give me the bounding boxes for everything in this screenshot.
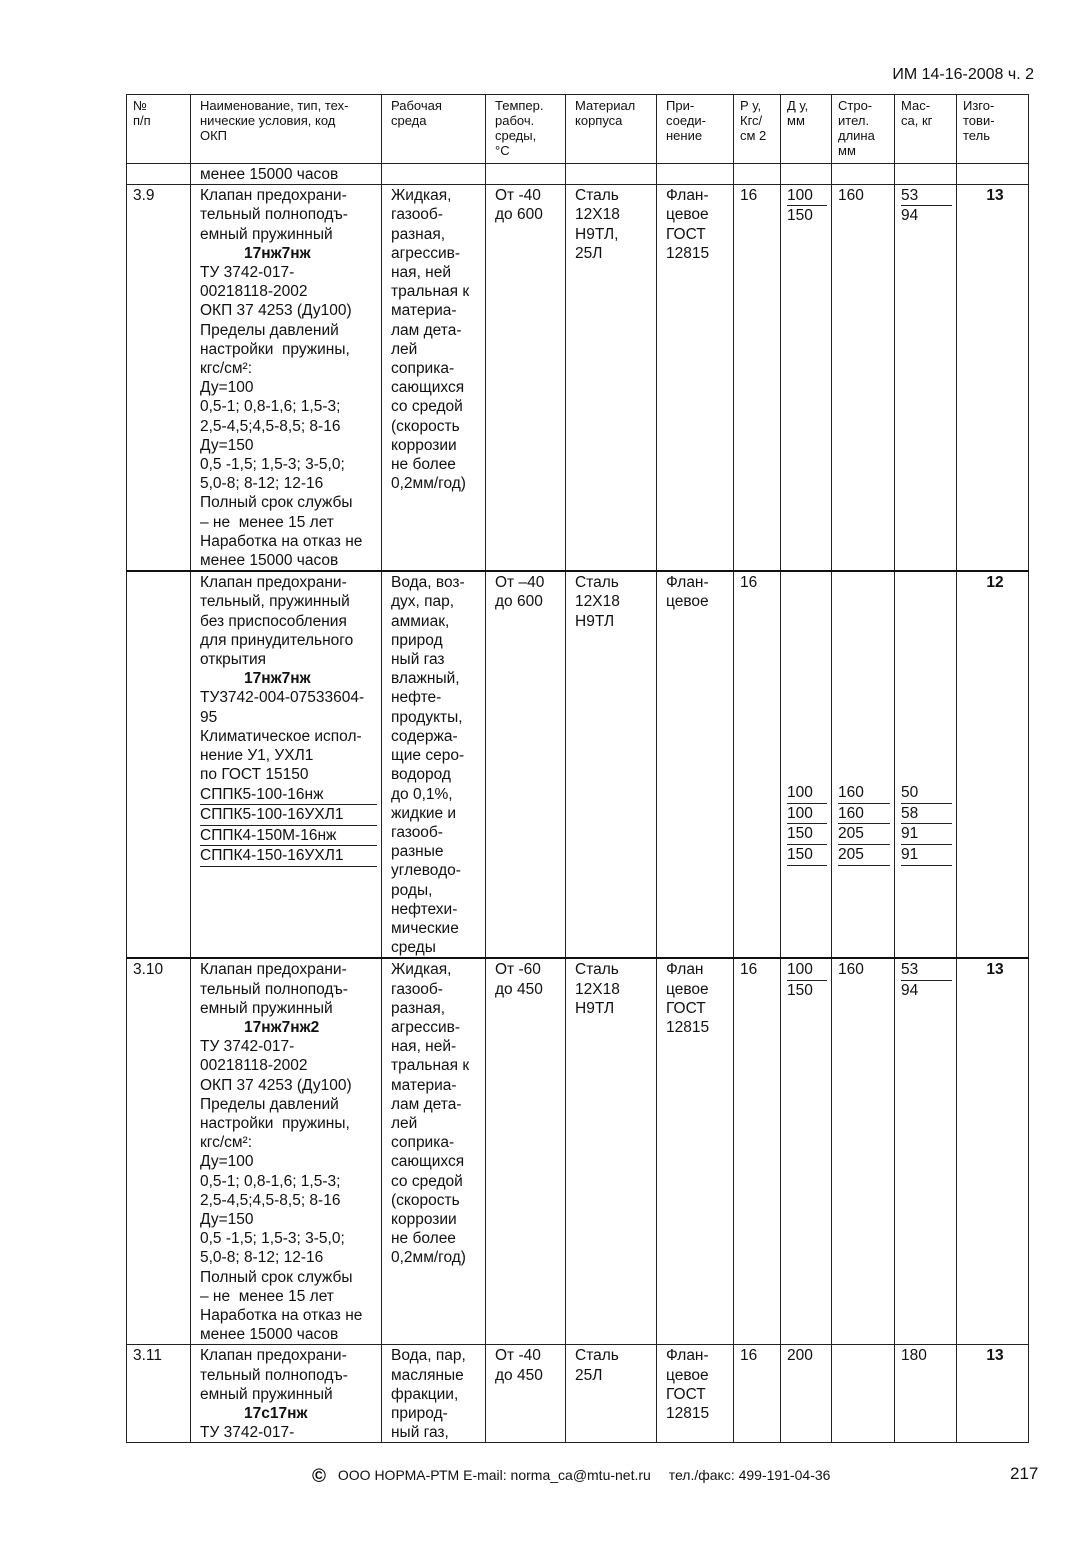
cell-line: 12Х18: [575, 980, 620, 998]
model-code: 17нж7нж: [244, 244, 311, 262]
cell-line: Ду=100: [200, 379, 254, 397]
header-length: [832, 95, 895, 164]
cell-line: 5,0-8; 8-12; 12-16: [200, 1249, 324, 1267]
cell-line: мические: [391, 919, 459, 937]
cell-line: Флан-: [666, 1347, 709, 1365]
carry-over-row: [127, 164, 1029, 185]
header-temperature: [486, 95, 566, 164]
row-maker: 12: [957, 571, 1029, 958]
cell-line: ТУ 3742-017-: [200, 1038, 295, 1056]
cell-line: 100: [787, 783, 827, 804]
cell-line: до 450: [495, 980, 543, 998]
row-number: 3.11: [127, 1345, 191, 1443]
cell-line: са, кг: [901, 113, 933, 128]
table-row-3-9b: [127, 571, 1029, 958]
cell-line: ный газ: [391, 651, 445, 669]
row-temperature: [486, 1345, 566, 1443]
cell-line: тральная к: [391, 283, 470, 301]
row-medium: [382, 958, 486, 1345]
row-temperature: [486, 571, 566, 958]
valve-spec-table: [126, 94, 1029, 1443]
cell-line: Клапан предохрани-: [200, 574, 347, 592]
cell-line: Пределы давлений: [200, 1095, 339, 1113]
cell-line: 95: [200, 708, 218, 726]
table-row-3-9: [127, 185, 1029, 572]
row-dn: [781, 185, 832, 572]
row-mass: [895, 958, 957, 1345]
cell-line: 180: [901, 1347, 927, 1365]
cell-line: нические условия, код: [200, 113, 336, 128]
cell-line: цевое: [666, 1366, 709, 1384]
cell-line: углеводо-: [391, 862, 461, 880]
cell-line: соприка-: [391, 1134, 455, 1152]
cell-line: агрессив-: [391, 244, 461, 262]
cell-line: Полный срок службы: [200, 1268, 353, 1286]
cell-line: разная,: [391, 225, 446, 243]
row-number: 3.9: [127, 185, 191, 572]
cell-line: При-: [666, 98, 695, 113]
cell-line: Полный срок службы: [200, 494, 353, 512]
cell-line: Материал: [575, 98, 636, 113]
footer-company: ООО НОРМА-РТМ: [337, 1467, 460, 1483]
cell-line: От –40: [495, 574, 545, 592]
cell-line: корпуса: [575, 113, 623, 128]
cell-line: ный газ,: [391, 1424, 449, 1442]
cell-line: среды: [391, 939, 436, 957]
row-length: [832, 185, 895, 572]
cell-line: 00218118-2002: [200, 1057, 308, 1075]
cell-line: среды,: [495, 128, 537, 143]
header-connection: [657, 95, 734, 164]
cell-line: длина: [838, 128, 875, 143]
row-length: [832, 958, 895, 1345]
row-temperature: [486, 958, 566, 1345]
cell-line: емный пружинный: [200, 225, 333, 243]
row-number: 3.10: [127, 958, 191, 1345]
cell-line: 200: [787, 1347, 813, 1365]
cell-line: ГОСТ: [666, 1385, 706, 1403]
cell-line: мм: [838, 143, 856, 158]
cell-line: Сталь: [575, 961, 619, 979]
cell-line: Жидкая,: [391, 187, 452, 205]
cell-line: 5,0-8; 8-12; 12-16: [200, 475, 324, 493]
cell-line: Климатическое испол-: [200, 727, 362, 745]
cell-line: 58: [901, 804, 952, 825]
cell-line: щие серо-: [391, 747, 465, 765]
row-temperature: [486, 185, 566, 572]
cell-line: цевое: [666, 593, 709, 611]
cell-line: Клапан предохрани-: [200, 961, 347, 979]
cell-line: настройки пружины,: [200, 1114, 350, 1132]
cell-line: 150: [787, 845, 827, 866]
cell-line: 2,5-4,5;4,5-8,5; 8-16: [200, 417, 341, 435]
cell-line: Сталь: [575, 187, 619, 205]
cell-line: 12815: [666, 1405, 710, 1422]
cell-line: 150: [787, 824, 827, 845]
table-row-3-11: [127, 1345, 1029, 1443]
row-length: [832, 1345, 895, 1443]
cell-line: нение У1, УХЛ1: [200, 747, 314, 765]
row-medium: [382, 1345, 486, 1443]
cell-line: без приспособления: [200, 612, 347, 630]
cell-line: цевое: [666, 206, 709, 224]
cell-line: ОКП 37 4253 (Ду100): [200, 302, 352, 320]
cell-line: 160: [838, 783, 890, 804]
cell-line: тельный полноподъ-: [200, 206, 348, 224]
row-maker: 13: [957, 1345, 1029, 1443]
cell-line: 91: [901, 845, 952, 866]
cell-line: материа-: [391, 302, 457, 320]
row-name: [191, 1345, 382, 1443]
cell-line: содержа-: [391, 727, 458, 745]
cell-line: тови-: [963, 113, 995, 128]
cell-line: аммиак,: [391, 612, 450, 630]
cell-line: 0,2мм/год): [391, 1249, 466, 1267]
cell-line: Мас-: [901, 98, 931, 113]
cell-line: среда: [391, 113, 427, 128]
row-name: [191, 185, 382, 572]
cell-line: до 600: [495, 593, 543, 611]
cell-line: 12Х18: [575, 206, 620, 224]
document-code: ИМ 14-16-2008 ч. 2: [892, 66, 1034, 83]
cell-line: 94: [901, 981, 919, 999]
cell-line: ТУ 3742-017-: [200, 1424, 295, 1442]
header-medium: [382, 95, 486, 164]
header-number: [127, 95, 191, 164]
cell-line: От -40: [495, 187, 541, 205]
page-number: 217: [1010, 1464, 1039, 1483]
cell-line: разная,: [391, 999, 446, 1017]
model-code: 17с17нж: [244, 1405, 308, 1422]
cell-line: влажный,: [391, 670, 460, 688]
cell-line: тельный полноподъ-: [200, 1366, 348, 1384]
cell-line: 12815: [666, 1018, 710, 1036]
row-pressure: 16: [734, 185, 781, 572]
cell-line: ТУ3742-004-07533604-: [200, 689, 365, 707]
cell-line: роды,: [391, 881, 433, 899]
cell-line: Стро-: [838, 98, 873, 113]
cell-line: со средой: [391, 398, 463, 416]
cell-line: 12815: [666, 244, 710, 262]
cell-line: Флан-: [666, 574, 709, 592]
cell-line: масляные: [391, 1366, 464, 1384]
cell-line: газооб-: [391, 206, 443, 224]
row-material: [566, 958, 657, 1345]
cell-line: соеди-: [666, 113, 706, 128]
cell-line: тельный, пружинный: [200, 593, 350, 611]
header-pressure: [734, 95, 781, 164]
cell-line: 160: [838, 804, 890, 825]
cell-line: 53: [901, 186, 952, 206]
cell-line: Рабочая: [391, 98, 442, 113]
row-material: [566, 571, 657, 958]
row-pressure: 16: [734, 1345, 781, 1443]
cell-line: От -60: [495, 961, 541, 979]
cell-line: Д у,: [787, 98, 809, 113]
copyright-icon: ©: [312, 1466, 326, 1487]
cell-line: СППК4-150М-16нж: [200, 826, 377, 847]
cell-line: лам дета-: [391, 1095, 462, 1113]
cell-line: ОКП: [200, 128, 228, 143]
row-connection: [657, 958, 734, 1345]
cell-line: Флан: [666, 961, 704, 979]
cell-line: 150: [787, 981, 813, 999]
cell-line: материа-: [391, 1076, 457, 1094]
cell-line: коррозии: [391, 436, 457, 454]
cell-line: Сталь: [575, 1347, 619, 1365]
row-length: [832, 571, 895, 958]
cell-line: Изго-: [963, 98, 995, 113]
cell-line: газооб-: [391, 823, 443, 841]
cell-line: От -40: [495, 1347, 541, 1365]
cell-line: рабоч.: [495, 113, 535, 128]
cell-line: кгс/см²:: [200, 1134, 253, 1152]
header-material: [566, 95, 657, 164]
cell-line: Н9ТЛ,: [575, 225, 619, 243]
cell-line: ная, ней: [391, 264, 452, 282]
row-pressure: 16: [734, 571, 781, 958]
cell-line: до 0,1%,: [391, 785, 453, 803]
cell-line: ТУ 3742-017-: [200, 264, 295, 282]
cell-line: 53: [901, 960, 952, 980]
cell-line: цевое: [666, 980, 709, 998]
cell-line: разные: [391, 843, 444, 861]
header-maker: [957, 95, 1029, 164]
row-connection: [657, 571, 734, 958]
cell-line: 0,5 -1,5; 1,5-3; 3-5,0;: [200, 1230, 345, 1248]
cell-line: Ду=150: [200, 436, 254, 454]
cell-line: ОКП 37 4253 (Ду100): [200, 1076, 352, 1094]
cell-line: (скорость: [391, 417, 460, 435]
cell-line: лей: [391, 340, 418, 358]
row-number: [127, 571, 191, 958]
cell-line: емный пружинный: [200, 1385, 333, 1403]
row-pressure: 16: [734, 958, 781, 1345]
row-maker: 13: [957, 958, 1029, 1345]
row-dn: [781, 958, 832, 1345]
cell-line: настройки пружины,: [200, 340, 350, 358]
cell-line: Клапан предохрани-: [200, 187, 347, 205]
cell-line: продукты,: [391, 708, 463, 726]
cell-line: до 600: [495, 206, 543, 224]
cell-line: 2,5-4,5;4,5-8,5; 8-16: [200, 1191, 341, 1209]
cell-line: природ-: [391, 1405, 448, 1422]
cell-line: ная, ней-: [391, 1038, 457, 1056]
cell-line: жидкие и: [391, 804, 457, 822]
cell-line: 205: [838, 824, 890, 845]
cell-line: СППК4-150-16УХЛ1: [200, 846, 377, 867]
cell-line: 0,5-1; 0,8-1,6; 1,5-3;: [200, 398, 341, 416]
cell-line: водород: [391, 766, 451, 784]
header-mass: [895, 95, 957, 164]
cell-line: – не менее 15 лет: [200, 513, 334, 531]
cell-line: кгс/см²:: [200, 360, 253, 378]
variant-list: [200, 785, 377, 865]
cell-line: 150: [787, 207, 813, 225]
cell-line: Ду=100: [200, 1153, 254, 1171]
cell-line: менее 15000 часов: [200, 1326, 339, 1344]
header-dn: [781, 95, 832, 164]
row-mass: [895, 185, 957, 572]
footer-phone: тел./факс: 499-191-04-36: [668, 1467, 831, 1483]
cell-line: Р у,: [740, 98, 762, 113]
footer-email: E-mail: norma_ca@mtu-net.ru: [463, 1467, 651, 1483]
row-dn: [781, 571, 832, 958]
cell-line: сающихся: [391, 1153, 465, 1171]
cell-line: тельный полноподъ-: [200, 980, 348, 998]
row-material: [566, 1345, 657, 1443]
cell-line: 00218118-2002: [200, 283, 308, 301]
cell-line: коррозии: [391, 1210, 457, 1228]
cell-line: 25Л: [575, 1366, 603, 1384]
cell-line: тральная к: [391, 1057, 470, 1075]
cell-line: Наработка на отказ не: [200, 532, 363, 550]
cell-line: нение: [666, 128, 703, 143]
cell-line: °С: [495, 143, 510, 158]
row-medium: [382, 571, 486, 958]
cell-line: со средой: [391, 1172, 463, 1190]
table-row-3-10: [127, 958, 1029, 1345]
cell-line: менее 15000 часов: [200, 552, 339, 570]
header-name: [191, 95, 382, 164]
cell-line: до 450: [495, 1366, 543, 1384]
cell-line: 205: [838, 845, 890, 866]
row-connection: [657, 1345, 734, 1443]
cell-line: Вода, пар,: [391, 1347, 466, 1365]
cell-line: 100: [787, 186, 827, 206]
cell-line: тель: [963, 128, 990, 143]
cell-line: лам дета-: [391, 321, 462, 339]
row-mass: [895, 1345, 957, 1443]
cell-line: нефте-: [391, 689, 442, 707]
cell-line: газооб-: [391, 980, 443, 998]
cell-line: 91: [901, 824, 952, 845]
cell-line: по ГОСТ 15150: [200, 766, 309, 784]
cell-line: не более: [391, 1230, 456, 1248]
cell-line: Темпер.: [495, 98, 544, 113]
row-dn: [781, 1345, 832, 1443]
cell-line: 0,5-1; 0,8-1,6; 1,5-3;: [200, 1172, 341, 1190]
cell-line: (скорость: [391, 1191, 460, 1209]
cell-line: Наименование, тип, тех-: [200, 98, 349, 113]
cell-line: Сталь: [575, 574, 619, 592]
cell-line: №: [133, 98, 147, 113]
row-name: [191, 571, 382, 958]
cell-line: Вода, воз-: [391, 574, 465, 592]
cell-line: см 2: [740, 128, 767, 143]
cell-line: сающихся: [391, 379, 465, 397]
cell-line: Клапан предохрани-: [200, 1347, 347, 1365]
cell-line: для принудительного: [200, 631, 354, 649]
cell-line: открытия: [200, 651, 267, 669]
cell-line: Жидкая,: [391, 961, 452, 979]
footer: [312, 1466, 830, 1488]
cell-line: нефтехи-: [391, 900, 458, 918]
cell-line: 25Л: [575, 244, 603, 262]
cell-line: 0,5 -1,5; 1,5-3; 3-5,0;: [200, 456, 345, 474]
cell-line: СППК5-100-16нж: [200, 785, 377, 806]
cell-line: дух, пар,: [391, 593, 455, 611]
cell-line: 50: [901, 783, 952, 804]
cell-line: природ: [391, 631, 443, 649]
row-mass: [895, 571, 957, 958]
cell-line: 100: [787, 960, 827, 980]
table-header-row: [127, 95, 1029, 164]
cell-line: соприка-: [391, 360, 455, 378]
cell-line: мм: [787, 113, 805, 128]
cell-line: СППК5-100-16УХЛ1: [200, 805, 377, 826]
cell-line: п/п: [133, 113, 151, 128]
cell-line: 12Х18: [575, 593, 620, 611]
row-name: [191, 958, 382, 1345]
model-code: 17нж7нж2: [244, 1018, 320, 1036]
cell-line: не более: [391, 456, 456, 474]
cell-line: 160: [838, 961, 864, 979]
cell-line: Наработка на отказ не: [200, 1306, 363, 1324]
row-medium: [382, 185, 486, 572]
cell-line: ГОСТ: [666, 999, 706, 1017]
row-material: [566, 185, 657, 572]
model-code: 17нж7нж: [244, 670, 311, 688]
cell-line: фракции,: [391, 1385, 459, 1403]
carry-over-text: менее 15000 часов: [191, 164, 382, 185]
row-maker: 13: [957, 185, 1029, 572]
row-connection: [657, 185, 734, 572]
cell-line: Н9ТЛ: [575, 612, 615, 630]
cell-line: 94: [901, 207, 919, 225]
cell-line: 160: [838, 187, 864, 205]
cell-line: Кгс/: [740, 113, 763, 128]
cell-line: Н9ТЛ: [575, 999, 615, 1017]
cell-line: Флан-: [666, 187, 709, 205]
cell-line: ител.: [838, 113, 870, 128]
cell-line: агрессив-: [391, 1018, 461, 1036]
cell-line: Ду=150: [200, 1210, 254, 1228]
cell-line: емный пружинный: [200, 999, 333, 1017]
cell-line: – не менее 15 лет: [200, 1287, 334, 1305]
cell-line: 0,2мм/год): [391, 475, 466, 493]
cell-line: лей: [391, 1114, 418, 1132]
cell-line: 100: [787, 804, 827, 825]
cell-line: ГОСТ: [666, 225, 706, 243]
cell-line: Пределы давлений: [200, 321, 339, 339]
